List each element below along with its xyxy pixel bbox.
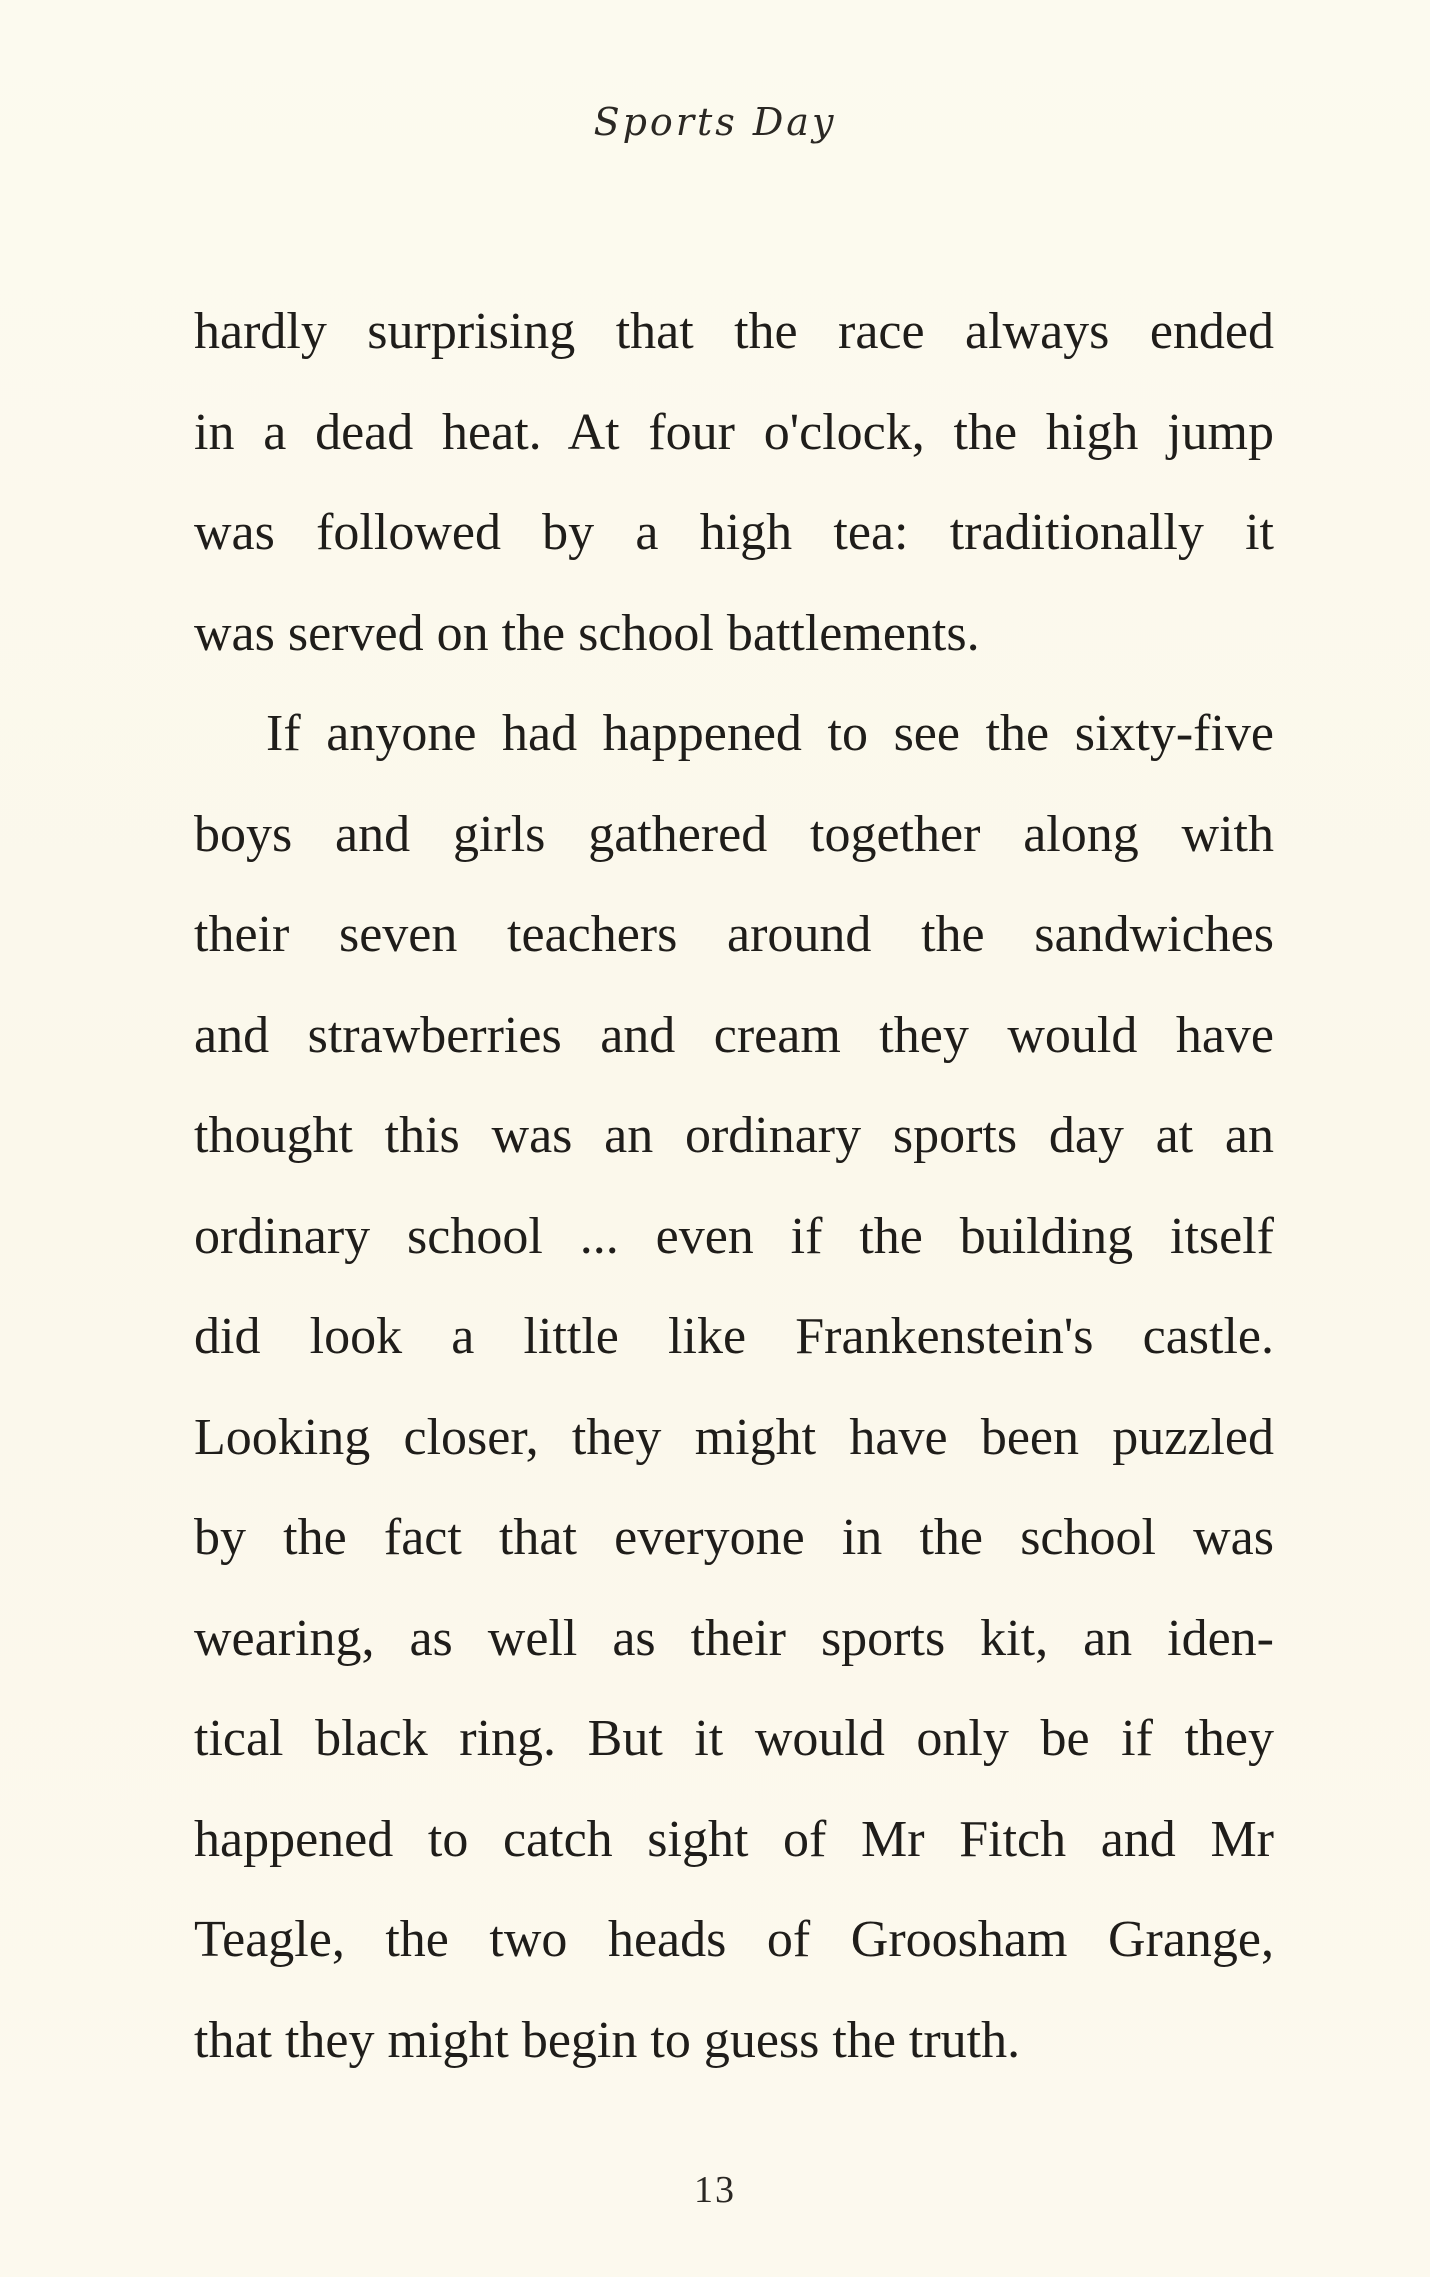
- text-line: their seven teachers around the sandwiches: [194, 906, 1274, 963]
- paragraph-2: [194, 684, 1274, 2091]
- text-line: and strawberries and cream they would have: [194, 1006, 1274, 1064]
- text-line: thought this was an ordinary sports day at an: [194, 1107, 1274, 1164]
- text-line: tical black ring. But it would only be if they: [194, 1710, 1274, 1767]
- text-line: Teagle, the two heads of Groosham Grange,: [194, 1911, 1274, 1968]
- paragraph-1: [194, 282, 1274, 684]
- text-line: If anyone had happened to see the sixty-five: [266, 705, 1274, 762]
- text-line: did look a little like Frankenstein's castle.: [194, 1308, 1274, 1365]
- page-number: 13: [694, 2169, 736, 2211]
- text-line: wearing, as well as their sports kit, an iden-: [194, 1609, 1274, 1667]
- text-line: that they might begin to guess the truth.: [194, 2011, 1021, 2069]
- text-line: hardly surprising that the race always ended: [194, 303, 1274, 360]
- text-line: ordinary school ... even if the building itself: [194, 1207, 1274, 1265]
- running-head: Sports Day: [593, 100, 837, 144]
- text-line: in a dead heat. At four o'clock, the high jump: [194, 403, 1274, 461]
- text-line: by the fact that everyone in the school was: [194, 1509, 1274, 1566]
- text-line: happened to catch sight of Mr Fitch and Mr: [194, 1810, 1274, 1868]
- text-line: Looking closer, they might have been puzzled: [194, 1408, 1274, 1466]
- text-line: was served on the school battlements.: [194, 604, 980, 662]
- body-text: [194, 282, 1274, 2091]
- text-line: boys and girls gathered together along with: [194, 805, 1274, 863]
- text-line: was followed by a high tea: traditionally it: [194, 504, 1274, 561]
